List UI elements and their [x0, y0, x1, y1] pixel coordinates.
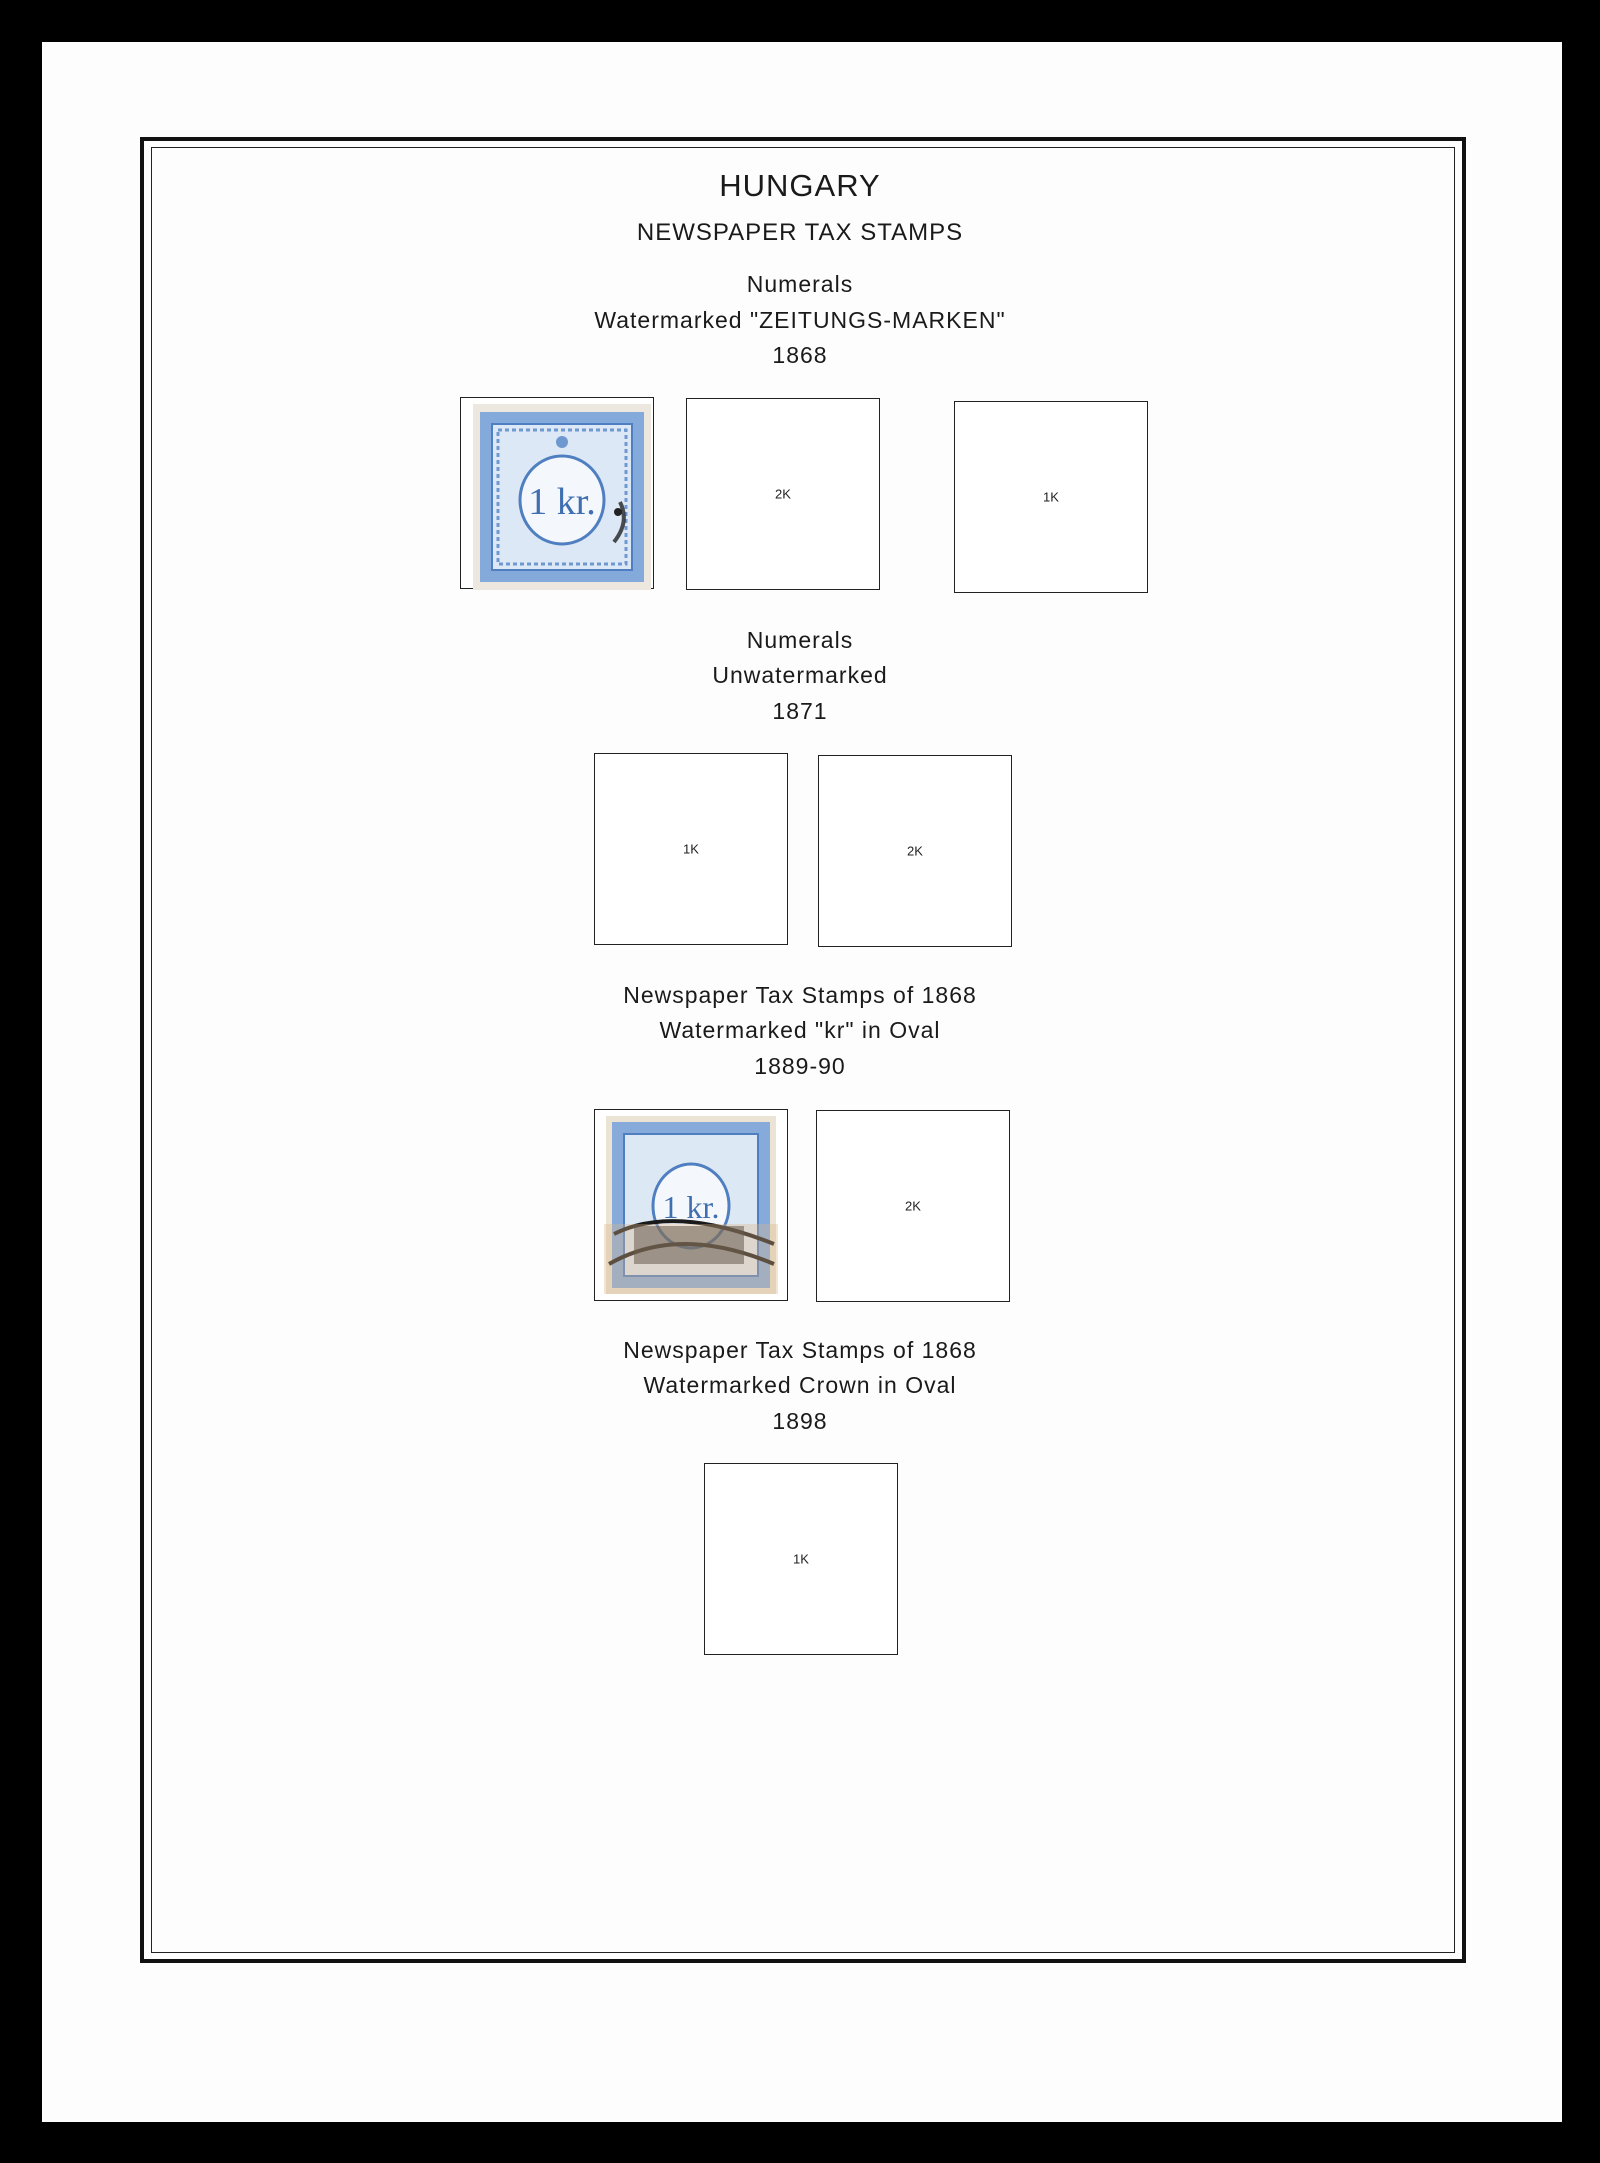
stamp-value: 1 kr.	[528, 481, 596, 523]
page-title: HUNGARY	[719, 168, 881, 203]
section-2-heading: Numerals	[746, 627, 854, 653]
stamp-space-1-3: 1K	[954, 401, 1148, 593]
section-1-year: 1868	[772, 342, 828, 368]
stamp-1889-1kr	[604, 1114, 778, 1296]
section-2-watermark: Unwatermarked	[712, 662, 888, 688]
section-4-heading: Newspaper Tax Stamps of 1868	[623, 1337, 977, 1363]
stamp-space-1-2: 2K	[686, 398, 880, 590]
stamp-value: 1 kr.	[662, 1189, 720, 1225]
stamp-space-2-1: 1K	[594, 753, 788, 945]
section-2-year: 1871	[772, 698, 828, 724]
section-3-watermark: Watermarked "kr" in Oval	[659, 1017, 941, 1043]
stamp-space-4-1: 1K	[704, 1463, 898, 1655]
stamp-1868-1kr	[470, 402, 654, 592]
section-4-year: 1898	[772, 1408, 828, 1434]
stamp-space-3-2: 2K	[816, 1110, 1010, 1302]
stamp-space-2-2: 2K	[818, 755, 1012, 947]
section-1-watermark: Watermarked "ZEITUNGS-MARKEN"	[594, 307, 1006, 333]
section-1-heading: Numerals	[746, 271, 854, 297]
section-3-year: 1889-90	[754, 1053, 846, 1079]
section-3-heading: Newspaper Tax Stamps of 1868	[623, 982, 977, 1008]
page-subtitle: NEWSPAPER TAX STAMPS	[636, 219, 964, 246]
section-4-watermark: Watermarked Crown in Oval	[643, 1372, 957, 1398]
